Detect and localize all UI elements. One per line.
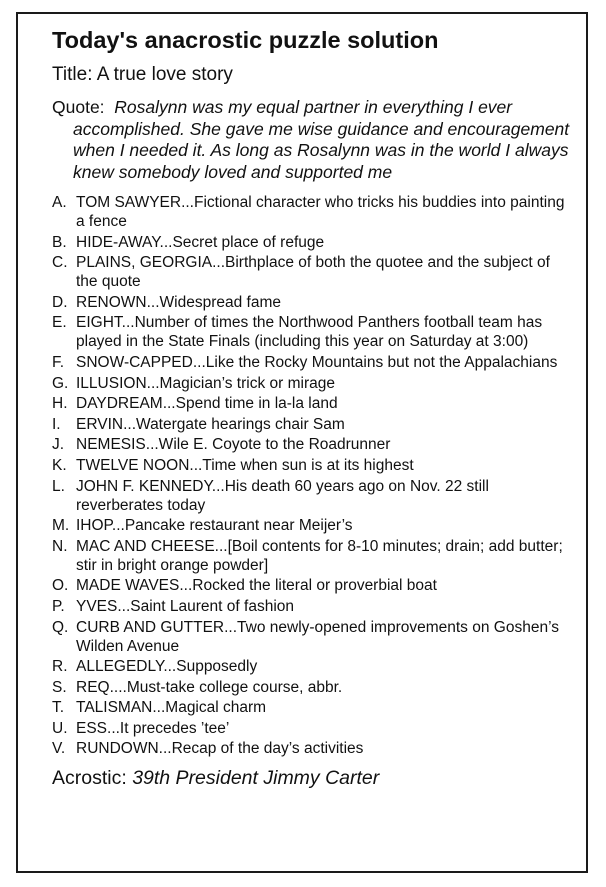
clue-letter: E. (52, 314, 67, 332)
clue-text: ILLUSION...Magician’s trick or mirage (76, 374, 335, 392)
clue-item (52, 456, 572, 475)
clue-item (52, 415, 572, 434)
clue-item (52, 576, 572, 595)
clue-item (52, 537, 572, 575)
clue-item (52, 516, 572, 535)
title-text: A true love story (96, 64, 233, 85)
clue-letter: I. (52, 415, 61, 433)
clue-item (52, 293, 572, 312)
clue-letter: J. (52, 436, 65, 454)
clue-letter: H. (52, 395, 68, 413)
clue-letter: N. (52, 537, 68, 555)
clue-text: CURB AND GUTTER...Two newly-opened improvements on Goshen’s Wilden Avenue (76, 618, 559, 655)
title-line (52, 63, 572, 87)
clue-letter: C. (52, 254, 68, 272)
clue-letter: G. (52, 374, 69, 392)
clue-item (52, 374, 572, 393)
clue-item (52, 353, 572, 372)
puzzle-solution (52, 25, 572, 790)
clue-letter: B. (52, 233, 67, 251)
clue-item (52, 678, 572, 697)
clue-text: YVES...Saint Laurent of fashion (76, 597, 294, 615)
clue-text: RUNDOWN...Recap of the day’s activities (76, 740, 364, 758)
clue-text: MADE WAVES...Rocked the literal or proverbial boat (76, 577, 437, 595)
quote-label: Quote: (52, 97, 105, 117)
acrostic-label: Acrostic: (52, 767, 127, 790)
clue-item (52, 233, 572, 252)
clue-item (52, 719, 572, 738)
clue-text: MAC AND CHEESE...[Boil contents for 8-10 minutes; drain; add butter; stir in bright orange powder] (76, 537, 563, 574)
quote-text: Rosalynn was my equal partner in everything I ever accomplished. She gave me wise guidance and encouragement when I needed it. As long as Rosalynn was in the world I always knew somebody loved and supported me (73, 97, 570, 182)
clue-text: IHOP...Pancake restaurant near Meijer’s (76, 517, 353, 535)
clue-item (52, 435, 572, 454)
clue-item (52, 657, 572, 676)
clue-text: EIGHT...Number of times the Northwood Panthers football team has played in the State Finals (including this year on Saturday at 3:00) (76, 314, 543, 351)
clue-letter: A. (52, 194, 67, 211)
clue-item (52, 739, 572, 758)
clue-text: RENOWN...Widespread fame (76, 293, 281, 311)
clue-letter: U. (52, 719, 68, 737)
clue-text: JOHN F. KENNEDY...His death 60 years ago on Nov. 22 still reverberates today (76, 477, 489, 514)
clue-item (52, 193, 572, 231)
clue-item (52, 394, 572, 413)
clue-text: PLAINS, GEORGIA...Birthplace of both the quotee and the subject of the quote (76, 254, 550, 291)
clue-text: NEMESIS...Wile E. Coyote to the Roadrunner (76, 436, 391, 454)
clue-text: ALLEGEDLY...Supposedly (76, 658, 258, 676)
clue-letter: Q. (52, 618, 69, 636)
clue-text: ESS...It precedes ’tee’ (76, 719, 230, 737)
clue-text: TWELVE NOON...Time when sun is at its highest (76, 456, 414, 474)
clue-item (52, 618, 572, 656)
clue-item (52, 253, 572, 291)
clue-item (52, 597, 572, 616)
clue-text: ERVIN...Watergate hearings chair Sam (76, 415, 345, 433)
clue-list (52, 193, 572, 758)
clue-text: SNOW-CAPPED...Like the Rocky Mountains but not the Appalachians (76, 353, 558, 371)
clue-item (52, 698, 572, 717)
clue-letter: P. (52, 597, 65, 615)
clue-letter: V. (52, 740, 66, 758)
title-label: Title: (52, 64, 93, 85)
clue-item (52, 477, 572, 515)
clue-letter: F. (52, 353, 65, 371)
acrostic-text: 39th President Jimmy Carter (132, 767, 380, 790)
clue-text: TALISMAN...Magical charm (76, 699, 267, 717)
clue-letter: R. (52, 658, 68, 676)
clue-letter: O. (52, 577, 69, 595)
page-title: Today's anacrostic puzzle solution (52, 27, 439, 53)
quote-block (52, 97, 572, 183)
clue-letter: D. (52, 293, 68, 311)
clue-letter: L. (52, 477, 65, 495)
clue-letter: M. (52, 517, 70, 535)
clue-text: REQ....Must-take college course, abbr. (76, 678, 343, 696)
clue-text: HIDE-AWAY...Secret place of refuge (76, 233, 325, 251)
clue-letter: T. (52, 699, 65, 717)
clue-text: DAYDREAM...Spend time in la-la land (76, 395, 338, 413)
clue-letter: S. (52, 678, 67, 696)
clue-text: TOM SAWYER...Fictional character who tricks his buddies into painting a fence (76, 194, 565, 230)
clue-letter: K. (52, 456, 67, 474)
acrostic-line (52, 766, 572, 790)
clue-item (52, 313, 572, 351)
